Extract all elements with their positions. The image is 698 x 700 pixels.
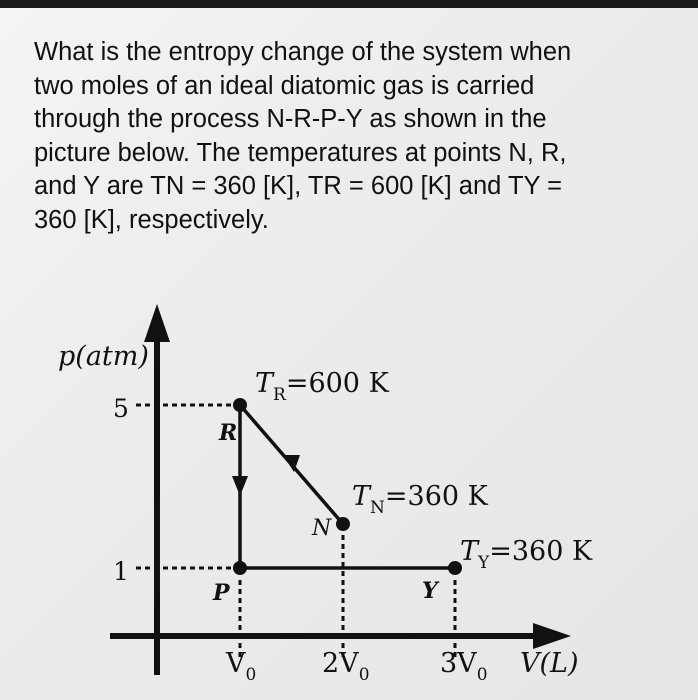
temp-label-n: $T_N=360$ K — [352, 481, 488, 518]
point-r — [233, 398, 247, 412]
x-tick-label: $V_0$ — [226, 648, 257, 685]
question-line: two moles of an ideal diatomic gas is carried — [34, 71, 535, 100]
point-label-n: N — [312, 516, 332, 541]
question-line: What is the entropy change of the system when — [34, 38, 572, 66]
arrow-r-p — [232, 476, 248, 496]
y-axis-label: p(atm) — [58, 341, 149, 372]
y-tick-label: 1 — [113, 557, 129, 586]
x-tick-label: $3V_0$ — [440, 648, 488, 685]
point-label-p: P — [213, 580, 230, 606]
question-line: picture below. The temperatures at points N, R, — [34, 138, 567, 167]
point-label-y: Y — [422, 578, 438, 604]
y-axis-arrow — [144, 304, 170, 342]
y-tick-label: 5 — [113, 394, 129, 423]
temp-label-y: $T_Y=360$ K — [460, 536, 593, 573]
point-n — [336, 517, 350, 531]
question-line: and Y are TN = 360 [K], TR = 600 [K] and TY = — [34, 172, 563, 200]
temp-label-r: $T_R=600$ K — [255, 368, 389, 405]
x-tick-label: $2V_0$ — [322, 648, 370, 685]
question-line: 360 [K], respectively. — [34, 205, 269, 234]
x-axis-arrow — [533, 623, 571, 649]
x-axis-label: V(L) — [520, 648, 579, 679]
point-p — [233, 561, 247, 575]
point-label-r: R — [219, 420, 238, 446]
question-line: through the process N-R-P-Y as shown in the — [34, 105, 547, 133]
